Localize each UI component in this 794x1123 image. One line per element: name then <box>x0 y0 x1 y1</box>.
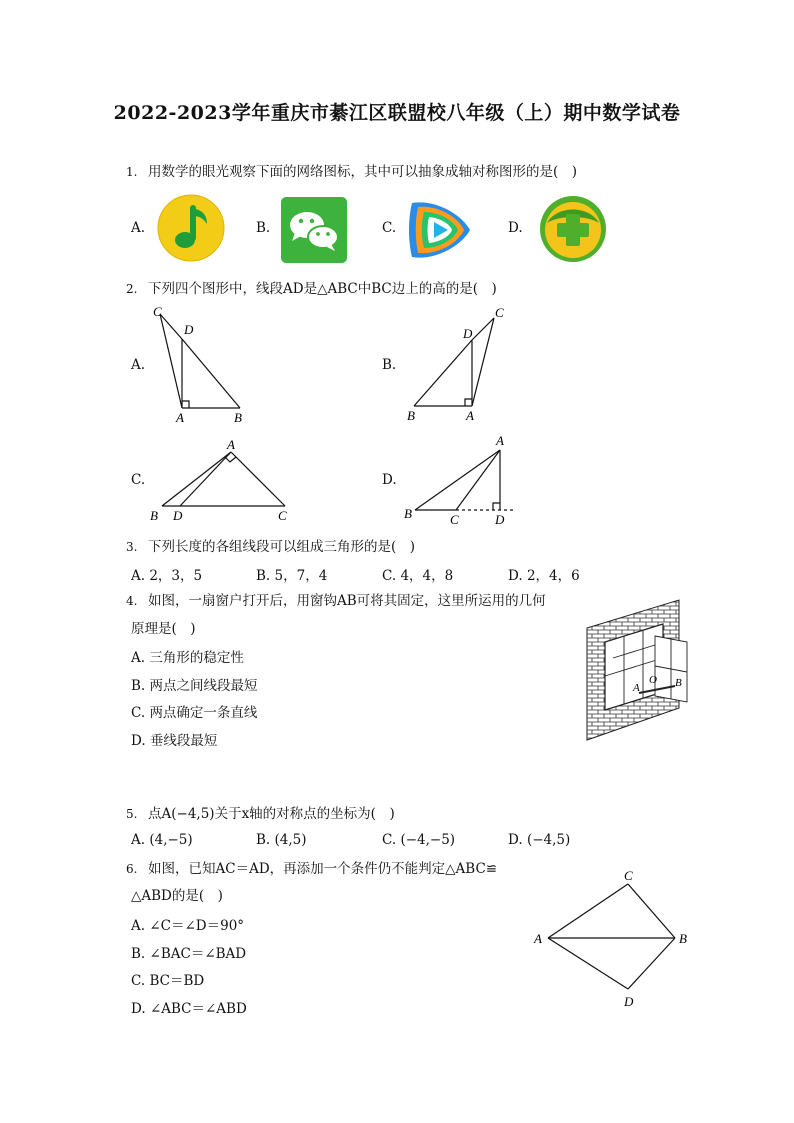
q3-option-d: D. 2，4，6 <box>508 568 580 584</box>
question-1: 1. 用数学的眼光观察下面的网络图标，其中可以抽象成轴对称图形的是( ) <box>126 164 578 180</box>
label-b: B <box>404 506 412 521</box>
q1-option-a-label: A. <box>131 220 146 236</box>
label-d: D <box>463 326 473 341</box>
label-c: C <box>624 868 633 883</box>
label-d: D <box>184 322 194 337</box>
q1-option-c-label: C. <box>382 220 397 236</box>
q5-option-b: B. (4,5) <box>256 832 307 848</box>
q4-window-figure <box>583 598 688 743</box>
q6-option-d: D. ∠ABC＝∠ABD <box>131 1001 247 1017</box>
label-b: B <box>675 677 682 689</box>
q3-option-b: B. 5，7，4 <box>256 568 328 584</box>
label-d: D <box>495 512 505 527</box>
label-c: C <box>153 304 162 319</box>
q6-option-c: C. BC＝BD <box>131 973 205 989</box>
question-5: 5. 点A(−4,5)关于x轴的对称点的坐标为( ) <box>126 806 395 822</box>
page-title: 2022-2023学年重庆市綦江区联盟校八年级（上）期中数学试卷 <box>113 102 681 124</box>
q4-option-a: A. 三角形的稳定性 <box>131 650 244 666</box>
label-c: C <box>495 305 504 320</box>
label-a: A <box>496 433 504 448</box>
label-b: B <box>407 408 415 423</box>
q2-figure-c <box>145 436 295 526</box>
label-c: C <box>450 512 459 527</box>
q6-option-a: A. ∠C＝∠D＝90° <box>131 918 245 934</box>
label-a: A <box>633 682 640 694</box>
label-b: B <box>679 931 687 946</box>
label-c: C <box>278 508 287 523</box>
q6-figure <box>528 864 698 1014</box>
question-4-line2: 原理是( ) <box>131 621 196 637</box>
q3-option-c: C. 4，4，8 <box>382 568 454 584</box>
label-a: A <box>227 437 235 452</box>
q5-option-d: D. (−4,5) <box>508 832 571 848</box>
wechat-icon <box>281 197 347 263</box>
label-a: A <box>466 408 474 423</box>
q1-option-d-label: D. <box>508 220 523 236</box>
question-6-line2: △ABD的是( ) <box>131 888 223 904</box>
q4-option-d: D. 垂线段最短 <box>131 733 218 749</box>
q2-option-c-label: C. <box>131 472 146 488</box>
question-2: 2. 下列四个图形中，线段AD是△ABC中BC边上的高的是( ) <box>126 281 497 297</box>
q4-option-b: B. 两点之间线段最短 <box>131 678 258 694</box>
label-a: A <box>534 931 542 946</box>
q5-option-c: C. (−4,−5) <box>382 832 456 848</box>
q2-figure-a <box>148 300 258 428</box>
label-o: O <box>649 674 657 686</box>
q2-option-b-label: B. <box>382 357 397 373</box>
question-4: 4. 如图，一扇窗户打开后，用窗钩AB可将其固定，这里所运用的几何 <box>126 593 546 609</box>
label-b: B <box>150 508 158 523</box>
tencent-video-icon <box>406 197 476 263</box>
q6-option-b: B. ∠BAC＝∠BAD <box>131 946 247 962</box>
label-a: A <box>176 410 184 425</box>
question-6: 6. 如图，已知AC＝AD，再添加一个条件仍不能判定△ABC≌ <box>126 861 498 877</box>
qq-music-icon <box>157 194 225 262</box>
label-b: B <box>234 410 242 425</box>
q5-option-a: A. (4,−5) <box>131 832 193 848</box>
q2-figure-b <box>398 300 518 428</box>
q3-option-a: A. 2，3，5 <box>131 568 203 584</box>
q2-option-d-label: D. <box>382 472 397 488</box>
label-d: D <box>624 994 634 1009</box>
question-3: 3. 下列长度的各组线段可以组成三角形的是( ) <box>126 539 416 555</box>
label-d: D <box>173 508 183 523</box>
q4-option-c: C. 两点确定一条直线 <box>131 705 258 721</box>
q2-option-a-label: A. <box>131 357 146 373</box>
q2-figure-d <box>398 432 528 528</box>
360-security-icon <box>539 195 607 263</box>
q1-option-b-label: B. <box>256 220 271 236</box>
